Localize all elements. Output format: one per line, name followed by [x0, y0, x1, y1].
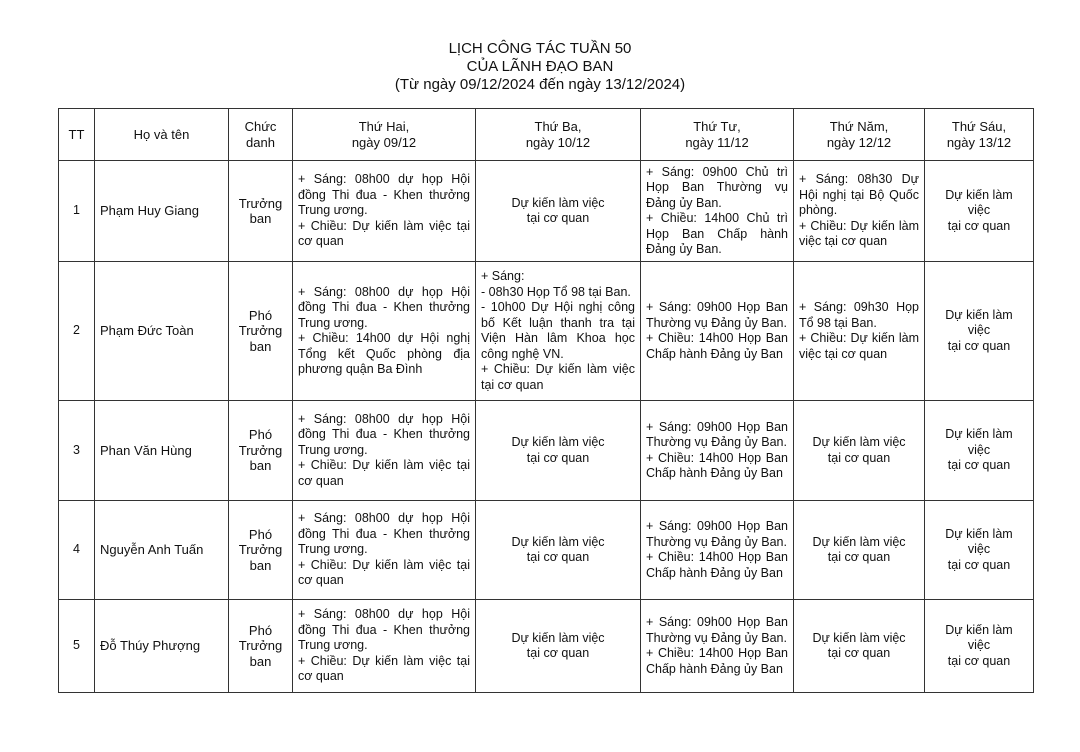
table-row — [59, 161, 1034, 262]
cell-name: Đỗ Thúy Phượng — [95, 600, 229, 693]
cell-friday: Dự kiến làm việc tại cơ quan — [925, 600, 1034, 693]
cell-tuesday: Dự kiến làm việc tại cơ quan — [476, 401, 641, 501]
cell-thursday: Dự kiến làm việc tại cơ quan — [794, 401, 925, 501]
cell-monday: + Sáng: 08h00 dự họp Hội đồng Thi đua - Khen thưởng Trung ương. + Chiều: Dự kiến làm việc tại cơ quan — [293, 401, 476, 501]
schedule-table — [58, 108, 1034, 693]
cell-tuesday: Dự kiến làm việc tại cơ quan — [476, 161, 641, 262]
cell-name: Phan Văn Hùng — [95, 401, 229, 501]
cell-tt: 3 — [59, 401, 95, 501]
cell-monday: + Sáng: 08h00 dự họp Hội đồng Thi đua - Khen thưởng Trung ương. + Chiều: Dự kiến làm việc tại cơ quan — [293, 501, 476, 600]
table-row — [59, 401, 1034, 501]
cell-tuesday: Dự kiến làm việc tại cơ quan — [476, 501, 641, 600]
cell-tt: 4 — [59, 501, 95, 600]
cell-tuesday: Dự kiến làm việc tại cơ quan — [476, 600, 641, 693]
header-thursday: Thứ Năm, ngày 12/12 — [794, 109, 925, 161]
cell-wednesday: + Sáng: 09h00 Họp Ban Thường vụ Đảng ủy Ban. + Chiều: 14h00 Họp Ban Chấp hành Đảng ủy Ban — [641, 600, 794, 693]
header-tt: TT — [59, 109, 95, 161]
cell-thursday: Dự kiến làm việc tại cơ quan — [794, 501, 925, 600]
table-row — [59, 600, 1034, 693]
cell-friday: Dự kiến làm việc tại cơ quan — [925, 401, 1034, 501]
cell-tt: 2 — [59, 262, 95, 401]
cell-wednesday: + Sáng: 09h00 Họp Ban Thường vụ Đảng ủy Ban. + Chiều: 14h00 Họp Ban Chấp hành Đảng ủy Ban — [641, 501, 794, 600]
cell-monday: + Sáng: 08h00 dự họp Hội đồng Thi đua - Khen thưởng Trung ương. + Chiều: 14h00 dự Hội nghị Tổng kết Quốc phòng địa phương quận Ba Đình — [293, 262, 476, 401]
header-row — [59, 109, 1034, 161]
cell-name: Nguyễn Anh Tuấn — [95, 501, 229, 600]
header-monday: Thứ Hai, ngày 09/12 — [293, 109, 476, 161]
cell-tuesday: + Sáng: - 08h30 Họp Tổ 98 tại Ban. - 10h00 Dự Hội nghị công bố Kết luận thanh tra tại Viện Hàn lâm Khoa học công nghệ VN. + Chiều: Dự kiến làm việc tại cơ quan — [476, 262, 641, 401]
header-wednesday: Thứ Tư, ngày 11/12 — [641, 109, 794, 161]
cell-thursday: + Sáng: 08h30 Dự Hội nghị tại Bộ Quốc phòng. + Chiều: Dự kiến làm việc tại cơ quan — [794, 161, 925, 262]
title-line-2: CỦA LÃNH ĐẠO BAN — [466, 58, 614, 75]
title-line-1: LỊCH CÔNG TÁC TUẦN 50 — [448, 40, 632, 57]
cell-friday: Dự kiến làm việc tại cơ quan — [925, 161, 1034, 262]
cell-name: Phạm Huy Giang — [95, 161, 229, 262]
header-tuesday: Thứ Ba, ngày 10/12 — [476, 109, 641, 161]
cell-tt: 5 — [59, 600, 95, 693]
header-title: Chức danh — [229, 109, 293, 161]
cell-thursday: Dự kiến làm việc tại cơ quan — [794, 600, 925, 693]
table-row — [59, 501, 1034, 600]
cell-wednesday: + Sáng: 09h00 Họp Ban Thường vụ Đảng ủy Ban. + Chiều: 14h00 Họp Ban Chấp hành Đảng ủy Ban — [641, 262, 794, 401]
cell-title: Phó Trưởng ban — [229, 262, 293, 401]
table-row — [59, 262, 1034, 401]
header-name: Họ và tên — [95, 109, 229, 161]
cell-title: Phó Trưởng ban — [229, 401, 293, 501]
cell-wednesday: + Sáng: 09h00 Chủ trì Họp Ban Thường vụ Đảng ủy Ban. + Chiều: 14h00 Chủ trì Họp Ban Chấp hành Đảng ủy Ban. — [641, 161, 794, 262]
document-title — [0, 40, 1080, 94]
cell-tt: 1 — [59, 161, 95, 262]
cell-title: Phó Trưởng ban — [229, 600, 293, 693]
cell-friday: Dự kiến làm việc tại cơ quan — [925, 501, 1034, 600]
cell-thursday: + Sáng: 09h30 Họp Tổ 98 tại Ban. + Chiều: Dự kiến làm việc tại cơ quan — [794, 262, 925, 401]
cell-title: Phó Trưởng ban — [229, 501, 293, 600]
cell-name: Phạm Đức Toàn — [95, 262, 229, 401]
cell-title: Trưởng ban — [229, 161, 293, 262]
title-date-range: (Từ ngày 09/12/2024 đến ngày 13/12/2024) — [394, 76, 686, 93]
cell-friday: Dự kiến làm việc tại cơ quan — [925, 262, 1034, 401]
cell-wednesday: + Sáng: 09h00 Họp Ban Thường vụ Đảng ủy Ban. + Chiều: 14h00 Họp Ban Chấp hành Đảng ủy Ban — [641, 401, 794, 501]
cell-monday: + Sáng: 08h00 dự họp Hội đồng Thi đua - Khen thưởng Trung ương. + Chiều: Dự kiến làm việc tại cơ quan — [293, 161, 476, 262]
cell-monday: + Sáng: 08h00 dự họp Hội đồng Thi đua - Khen thưởng Trung ương. + Chiều: Dự kiến làm việc tại cơ quan — [293, 600, 476, 693]
header-friday: Thứ Sáu, ngày 13/12 — [925, 109, 1034, 161]
